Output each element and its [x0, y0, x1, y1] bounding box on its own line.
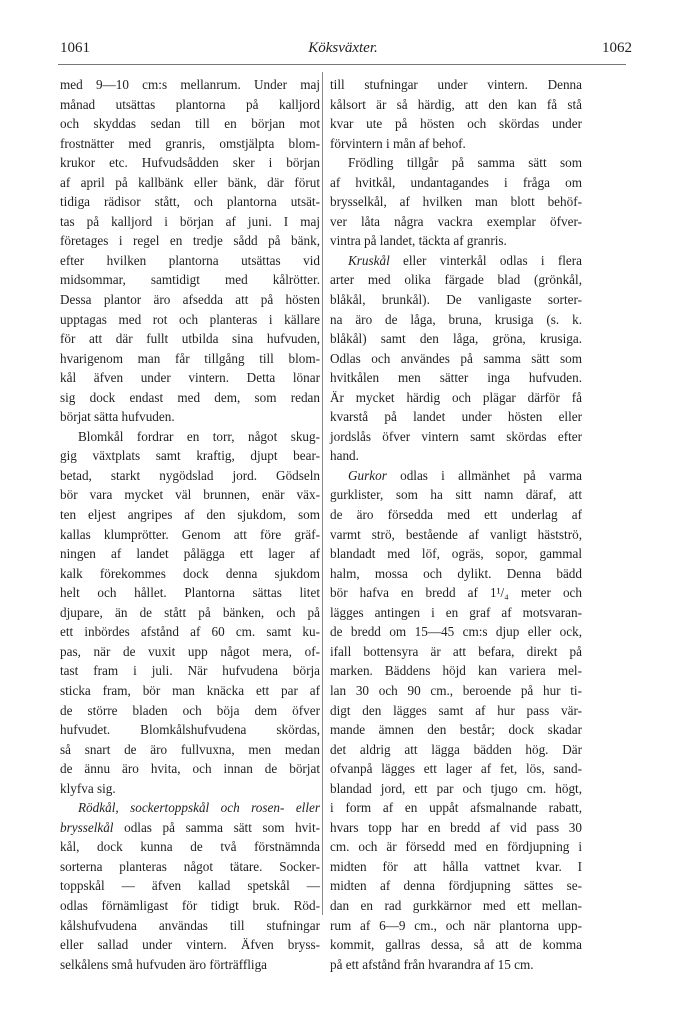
- text-line: selkålens små hufvuden äro förträffliga: [60, 956, 268, 972]
- text-line: marken. Bäddens höjd kan variera mel-: [330, 663, 582, 679]
- text-line: för att där fullt utbilda sina hufvuden,: [60, 331, 320, 347]
- text-line: i form af en uppåt afsmalnande rabatt,: [330, 800, 582, 816]
- text-line: förvintern i mån af behof.: [330, 135, 466, 151]
- text-line: blåkål) samt den låga, gröna, krusiga.: [330, 331, 582, 347]
- text-line: jordslås öfver vintern samt skördas efter: [330, 428, 582, 444]
- text-line: kallas klumprötter. Genom att före gräf-: [60, 526, 320, 542]
- text-line: efter hvilken plantorna utsättas vid: [60, 252, 320, 268]
- text-line: tas på kalljord i början af juni. I maj: [60, 213, 320, 229]
- text-line: toppskål — äfven kallad spetskål —: [60, 878, 320, 894]
- text-line: na äro de låga, bruna, krusiga (s. k.: [330, 311, 582, 327]
- text-line: ten eljest angripes af den sjukdom, som: [60, 507, 320, 523]
- text-line: Dessa plantor äro afsedda att på hösten: [60, 292, 320, 308]
- text-line: kålshufvudena användas till stufningar: [60, 917, 320, 933]
- text-line: krukor etc. Hufvudsådden sker i början: [60, 155, 320, 171]
- text-line: midten af denna fördjupning sättes se-: [330, 878, 582, 894]
- text-line: vintra på landet, täckta af granris.: [330, 233, 507, 249]
- text-line: brysselkål odlas på samma sätt som hvit-: [60, 819, 320, 835]
- text-line: frostnätter med granris, omstjälpta blom-: [60, 135, 320, 151]
- page-number-right: 1062: [602, 40, 632, 56]
- text-line: kommit, gallras dessa, så att de komma: [330, 937, 582, 953]
- right-column: [330, 75, 582, 974]
- text-line: rum af 6—9 cm., och när plantorna upp-: [330, 917, 582, 933]
- text-line: hvitkålen men sätter inga hufvuden.: [330, 370, 582, 386]
- text-line: ifall bottensyra är att befara, direkt på: [330, 643, 582, 659]
- text-line: med 9—10 cm:s mellanrum. Under maj: [60, 77, 320, 92]
- text-line: på ett afstånd från hvarandra af 15 cm.: [330, 956, 534, 972]
- text-line: kålsort är så härdig, att den kan få stå: [330, 96, 582, 112]
- text-line: arter med olika färgade blad (grönkål,: [330, 272, 582, 288]
- text-line: Rödkål, sockertoppskål och rosen- eller: [78, 800, 320, 816]
- text-line: sig dock endast med dem, som redan: [60, 389, 320, 405]
- text-line: gig växtplats samt kraftig, djupt bear-: [60, 448, 320, 464]
- text-line: lägges antingen i en graf af motsvaran-: [330, 604, 582, 620]
- text-line: betad, starkt nygödslad jord. Gödseln: [60, 467, 320, 483]
- text-line: och skyddas sedan till en början mot: [60, 116, 320, 132]
- text-line: odlas förnämligast för tidigt bruk. Röd-: [60, 897, 320, 913]
- text-line: lan 30 och 90 cm., beroende på hur ti-: [330, 682, 582, 698]
- text-line: hvars topp har en bredd af vid pass 30: [330, 819, 582, 835]
- text-line: tidiga rädisor stått, och plantorna utsät-: [60, 194, 320, 210]
- text-line: ofvanpå lägges ett lager af fet, lös, sand-: [330, 761, 582, 777]
- text-line: digt den lägges samt af hur pass vär-: [330, 702, 582, 718]
- text-line: företages i regel en tredje sådd på bänk,: [60, 233, 320, 249]
- text-line: så snart de äro fullvuxna, men medan: [60, 741, 320, 757]
- text-line: hufvudet. Blomkålshufvudena skördas,: [60, 722, 320, 738]
- text-line: Är mycket härdig och plägar därför få: [330, 389, 582, 405]
- text-line: Gurkor odlas i allmänhet på varma: [348, 467, 582, 483]
- text-line: klyfva sig.: [60, 780, 116, 796]
- text-line: midsommar, samtidigt med kålrötter.: [60, 272, 320, 288]
- text-line: de större bladen och böja dem öfver: [60, 702, 320, 718]
- text-line: de ännu äro hvita, och innan de börjat: [60, 761, 320, 777]
- text-line: det aldrig att lägga bädden hög. Där: [330, 741, 582, 757]
- text-line: dan en rad gurkkärnor med ett mellan-: [330, 897, 582, 913]
- text-line: Frödling tillgår på samma sätt som: [348, 155, 582, 171]
- text-line: gurklister, som ha sitt namn däraf, att: [330, 487, 582, 503]
- text-line: cm. och är försedd med en fördjupning i: [330, 839, 582, 855]
- text-line: de äro försedda med ett underlag af: [330, 507, 582, 523]
- page-number-left: 1061: [60, 40, 90, 56]
- text-line: ningen af landet pålägga ett lager af: [60, 546, 320, 562]
- column-divider: [322, 72, 323, 915]
- text-line: halm, mossa och dylikt. Denna bädd: [330, 565, 582, 581]
- text-line: bör hafva en bredd af 1¹/₄ meter och: [330, 585, 582, 601]
- text-line: Kruskål eller vinterkål odlas i flera: [348, 252, 582, 268]
- text-line: sticka fram, bör man knäcka ett par af: [60, 682, 320, 698]
- text-line: ett inbördes afstånd af 60 cm. samt ku-: [60, 624, 320, 640]
- text-line: blåkål, brunkål). De vanligaste sorter-: [330, 292, 582, 308]
- text-line: kvar ute på hösten och skördas under: [330, 116, 582, 132]
- text-line: tast fram i juli. När hufvudena börja: [60, 663, 320, 679]
- text-line: ver låta några vackra exemplar öfver-: [330, 213, 582, 229]
- text-line: kål, dock kunna de två förstnämnda: [60, 839, 320, 855]
- text-line: månad utsättas plantorna på kalljord: [60, 96, 320, 112]
- text-line: kvarstå på landet under hösten eller: [330, 409, 582, 425]
- text-line: midten för att hålla vattnet kvar. I: [330, 858, 582, 874]
- text-line: hvarigenom man får tillgång till blom-: [60, 350, 320, 366]
- text-line: af april på kallbänk eller bänk, där förut: [60, 174, 320, 190]
- text-line: helt och hållet. Plantorna sättas litet: [60, 585, 320, 601]
- text-line: sorterna planteras något tätare. Socker-: [60, 858, 320, 874]
- text-line: mande ämnen den består; dock skadar: [330, 722, 582, 738]
- text-line: kål äfven under vintern. Detta lönar: [60, 370, 320, 386]
- header-rule: [58, 64, 626, 65]
- left-column: [60, 75, 320, 974]
- text-line: blandadt med löf, ogräs, sopor, gammal: [330, 546, 582, 562]
- text-line: djupare, än de stått på bänken, och på: [60, 604, 320, 620]
- text-line: kalk förekommes dock denna sjukdom: [60, 565, 320, 581]
- text-line: varmt strö, bestående af vanligt hästströ,: [330, 526, 582, 542]
- text-line: börjat sätta hufvuden.: [60, 409, 175, 425]
- text-line: blandad jord, ett par och tjugo cm. högt,: [330, 780, 582, 796]
- text-line: Blomkål fordrar en torr, något skug-: [78, 428, 320, 444]
- text-line: af hvitkål, undantagandes i fråga om: [330, 174, 582, 190]
- text-line: eller sallad under vintern. Äfven bryss-: [60, 937, 320, 953]
- text-line: brysselkål, af hvilken man blott behöf-: [330, 194, 582, 210]
- running-title: Köksväxter.: [308, 40, 378, 56]
- text-line: bör vara mycket väl brunnen, enär väx-: [60, 487, 320, 503]
- text-line: pas, när de vuxit upp något mera, of-: [60, 643, 320, 659]
- text-line: de bredd om 15—45 cm:s djup eller ock,: [330, 624, 582, 640]
- text-line: till stufningar under vintern. Denna: [330, 77, 582, 92]
- text-line: upptagas med rot och planteras i källare: [60, 311, 320, 327]
- text-line: Odlas och användes på samma sätt som: [330, 350, 582, 366]
- text-line: hand.: [330, 448, 359, 464]
